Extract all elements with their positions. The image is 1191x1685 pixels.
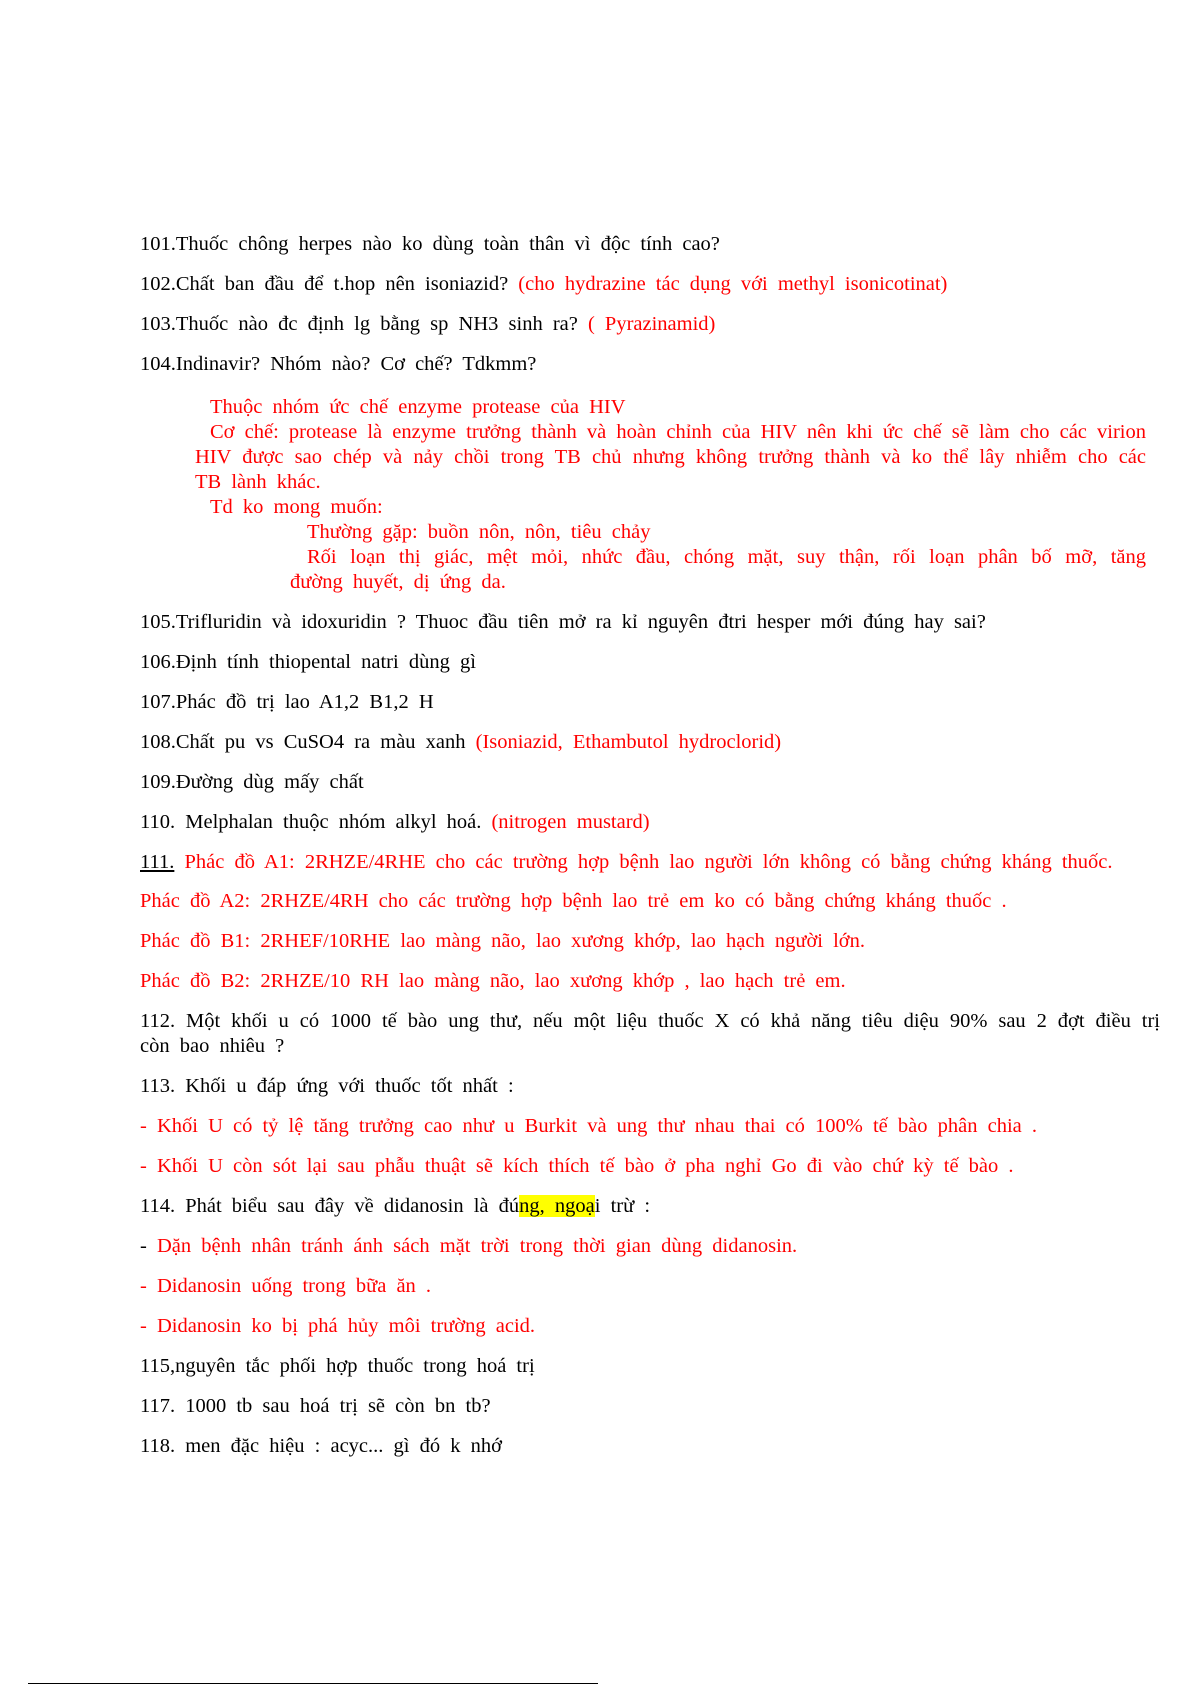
question-102 bbox=[140, 272, 1146, 297]
question-105: 105.Trifluridin và idoxuridin ? Thuoc đầu tiên mở ra kỉ nguyên đtri hesper mới đúng hay sai? bbox=[140, 611, 986, 633]
question-118: 118. men đặc hiệu : acyc... gì đó k nhớ bbox=[140, 1435, 502, 1457]
question-text: 110. Melphalan thuộc nhóm alkyl hoá. bbox=[140, 811, 492, 833]
question-text: 102.Chất ban đầu để t.hop nên isoniazid? bbox=[140, 273, 519, 295]
sub-list bbox=[140, 520, 1146, 595]
question-117: 117. 1000 tb sau hoá trị sẽ còn bn tb? bbox=[140, 1395, 491, 1417]
question-112: 112. Một khối u có 1000 tế bào ung thư, nếu một liệu thuốc X có khả năng tiêu diệu 90% sau 2 đợt điều trị còn bao nhiêu ? bbox=[140, 1010, 1160, 1057]
question-text: 108.Chất pu vs CuSO4 ra màu xanh bbox=[140, 731, 476, 753]
footer-rule bbox=[28, 1683, 598, 1684]
answer-text: ( Pyrazinamid) bbox=[587, 313, 716, 335]
sub-list-item bbox=[140, 545, 1146, 595]
question-text: i trừ : bbox=[594, 1195, 651, 1217]
question-108 bbox=[140, 730, 1146, 755]
answer-114-1 bbox=[140, 1234, 1146, 1259]
document-page bbox=[140, 232, 1160, 1474]
question-110 bbox=[140, 810, 1146, 835]
answer-111-b1: Phác đồ B1: 2RHEF/10RHE lao màng não, lao xương khớp, lao hạch người lớn. bbox=[140, 930, 866, 952]
answer-text: Phác đồ A1: 2RHZE/4RHE cho các trường hợp bệnh lao người lớn không có bằng chứng kháng thuốc. bbox=[174, 851, 1113, 873]
list-item-text: Thường gặp: buồn nôn, nôn, tiêu chảy bbox=[307, 521, 651, 543]
question-101: 101.Thuốc chông herpes nào ko dùng toàn thân vì độc tính cao? bbox=[140, 233, 720, 255]
question-text: 114. Phát biểu sau đây về didanosin là đú bbox=[140, 1195, 520, 1217]
answer-text: (Isoniazid, Ethambutol hydroclorid) bbox=[475, 731, 782, 753]
answer-113-2: - Khối U còn sót lại sau phẫu thuật sẽ kích thích tế bào ở pha nghỉ Go đi vào chứ kỳ tế bào . bbox=[140, 1155, 1014, 1177]
question-103 bbox=[140, 312, 1146, 337]
question-114 bbox=[140, 1194, 1146, 1219]
sub-list-item bbox=[140, 520, 1146, 545]
question-111 bbox=[140, 850, 1146, 875]
list-item-text: Thuộc nhóm ức chế enzyme protease của HIV bbox=[210, 396, 626, 418]
dash: - bbox=[140, 1235, 157, 1257]
list-item-text: Rối loạn thị giác, mệt mỏi, nhức đầu, chóng mặt, suy thận, rối loạn phân bố mỡ, tăng đường huyết, dị ứng da. bbox=[290, 546, 1146, 593]
answer-text: (nitrogen mustard) bbox=[491, 811, 650, 833]
question-number: 111. bbox=[140, 851, 175, 873]
question-text: 103.Thuốc nào đc định lg bằng sp NH3 sinh ra? bbox=[140, 313, 588, 335]
answer-114-2: - Didanosin uống trong bữa ăn . bbox=[140, 1275, 432, 1297]
list-item bbox=[140, 495, 1146, 520]
answer-114-3: - Didanosin ko bị phá hủy môi trường acid. bbox=[140, 1315, 536, 1337]
answer-111-b2: Phác đồ B2: 2RHZE/10 RH lao màng não, lao xương khớp , lao hạch trẻ em. bbox=[140, 970, 846, 992]
highlighted-text: ng, ngoạ bbox=[519, 1195, 595, 1217]
sub-list-container bbox=[140, 520, 1146, 595]
answer-113-1: - Khối U có tỷ lệ tăng trưởng cao như u Burkit và ung thư nhau thai có 100% tế bào phân chia . bbox=[140, 1115, 1037, 1137]
answer-104-list bbox=[140, 395, 1146, 595]
question-115: 115,nguyên tắc phối hợp thuốc trong hoá trị bbox=[140, 1355, 535, 1377]
question-109: 109.Đường dùg mấy chất bbox=[140, 771, 364, 793]
question-113: 113. Khối u đáp ứng với thuốc tốt nhất : bbox=[140, 1075, 514, 1097]
list-item bbox=[140, 395, 1146, 420]
question-104: 104.Indinavir? Nhóm nào? Cơ chế? Tdkmm? bbox=[140, 353, 537, 375]
question-106: 106.Định tính thiopental natri dùng gì bbox=[140, 651, 476, 673]
answer-text: Dặn bệnh nhân tránh ánh sách mặt trời trong thời gian dùng didanosin. bbox=[156, 1235, 798, 1257]
answer-111-a2: Phác đồ A2: 2RHZE/4RH cho các trường hợp bệnh lao trẻ em ko có bằng chứng kháng thuốc . bbox=[140, 890, 1007, 912]
list-item bbox=[140, 420, 1146, 495]
list-item-text: Td ko mong muốn: bbox=[210, 496, 383, 518]
list-item-text: Cơ chế: protease là enzyme trưởng thành và hoàn chỉnh của HIV nên khi ức chế sẽ làm cho các virion HIV được sao chép và nảy chồi trong TB chủ nhưng không trưởng thành và ko thể lây nhiễm cho các TB lành khác. bbox=[195, 421, 1146, 493]
question-107: 107.Phác đồ trị lao A1,2 B1,2 H bbox=[140, 691, 434, 713]
answer-text: (cho hydrazine tác dụng với methyl isonicotinat) bbox=[518, 273, 948, 295]
